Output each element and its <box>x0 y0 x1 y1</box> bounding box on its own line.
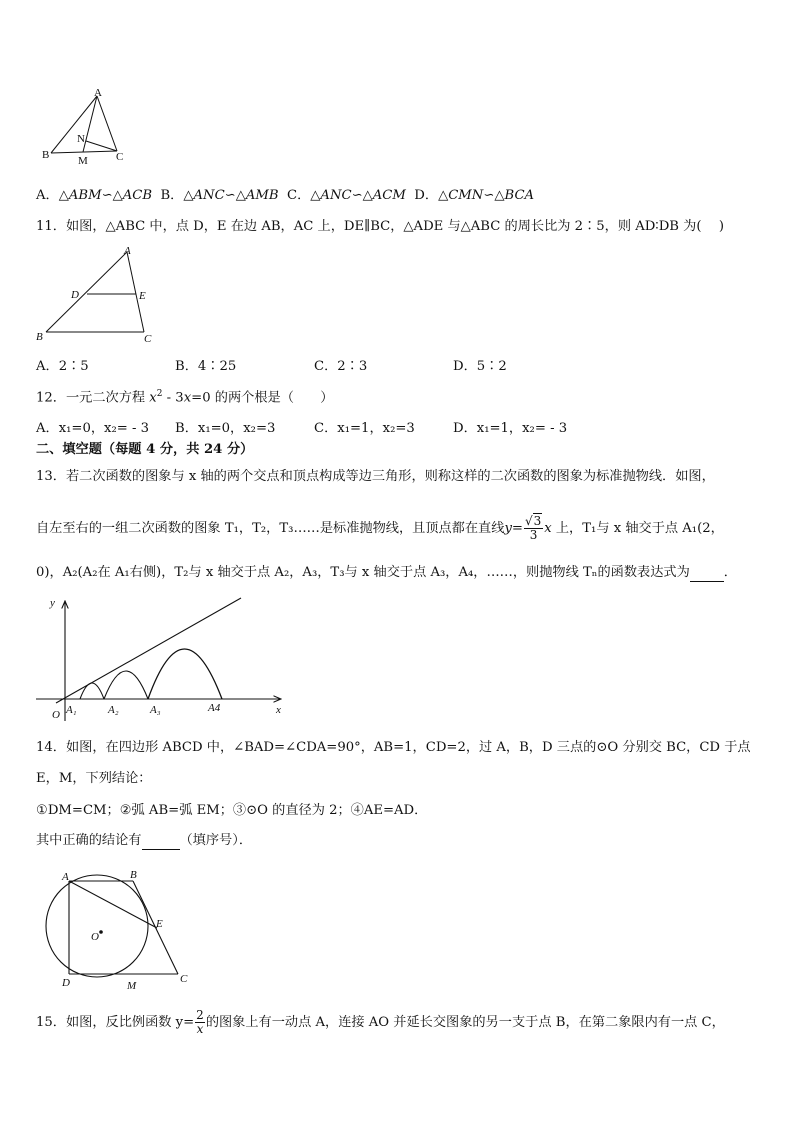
label-B: B <box>36 331 43 343</box>
q11-option-a[interactable]: A．2∶5 <box>36 359 89 374</box>
point-M-label: M <box>127 980 137 992</box>
point-A1-label: A₁ <box>66 704 77 716</box>
q14-line3: ①DM=CM；②弧 AB=弧 EM；③⊙O 的直径为 2；④AE=AD． <box>36 803 428 818</box>
point-A2-label: A₂ <box>108 704 119 716</box>
q10-option-d[interactable]: D．△CMN∽△BCA <box>414 188 535 203</box>
q14-line1: 14．如图，在四边形 ABCD 中，∠BAD=∠CDA=90°，AB=1，CD=2，过 A，B，D 三点的⊙O 分别交 BC，CD 于点 <box>36 740 751 755</box>
label-N: N <box>77 133 85 145</box>
q11-option-c[interactable]: C．2∶3 <box>314 359 368 374</box>
q10-option-b[interactable]: B．△ANC∽△AMB <box>160 188 279 203</box>
label-C: C <box>116 151 124 163</box>
label-A: A <box>124 245 131 257</box>
parabola-figure-q13 <box>36 591 296 723</box>
q12-option-a[interactable]: A．x₁=0，x₂= - 3 <box>36 421 150 436</box>
point-A3-label: A₃ <box>150 704 161 716</box>
section-title: 二、填空题（每题 4 分，共 24 分） <box>36 442 254 457</box>
q13-line3: 0)，A₂(A₂在 A₁右侧)，T₂与 x 轴交于点 A₂，A₃，T₃与 x 轴交于点 A₃，A₄，……，则抛物线 Tₙ的函数表达式为 ． <box>36 565 737 580</box>
q13-line2: 自左至右的一组二次函数的图象 T₁，T₂，T₃……是标准抛物线，且顶点都在直线y= $\frac{√3}{3}$ x 上，T₁与 x 轴交于点 A₁(2， <box>36 514 724 542</box>
answer-blank[interactable] <box>690 565 724 582</box>
q12-option-b[interactable]: B．x₁=0，x₂=3 <box>175 421 276 436</box>
q12-stem: 12．一元二次方程 $x^2 - 3x=0$ 的两个根是（ ） <box>36 389 334 406</box>
point-A4-label: A4 <box>208 702 221 714</box>
triangle-figure-q11 <box>36 246 161 346</box>
label-D: D <box>71 289 79 301</box>
fraction-sqrt3-over-3: $\frac{√3}{3}$ <box>524 514 542 542</box>
q12-option-c[interactable]: C．x₁=1，x₂=3 <box>314 421 415 436</box>
label-C: C <box>144 333 152 345</box>
label-E: E <box>139 290 146 302</box>
center-O-label: O <box>91 931 99 943</box>
q11-option-d[interactable]: D．5∶2 <box>453 359 507 374</box>
q10-option-c[interactable]: C．△ANC∽△ACM <box>287 188 406 203</box>
q10-option-a[interactable]: A．△ABM∽△ACB <box>36 188 153 203</box>
q13-line1: 13．若二次函数的图象与 x 轴的两个交点和顶点构成等边三角形，则称这样的二次函数的图象为标准抛物线．如图， <box>36 469 715 484</box>
q14-line2: E，M，下列结论： <box>36 771 152 786</box>
point-D-label: D <box>62 977 70 989</box>
q12-option-d[interactable]: D．x₁=1，x₂= - 3 <box>453 421 568 436</box>
point-B-label: B <box>130 869 137 881</box>
point-C-label: C <box>180 973 188 985</box>
point-E-label: E <box>156 918 163 930</box>
label-A: A <box>94 87 102 99</box>
triangle-figure-q10 <box>40 88 130 166</box>
q11-stem: 11．如图，△ABC 中，点 D，E 在边 AB，AC 上，DE∥BC，△ADE 与△ABC 的周长比为 2∶5，则 AD∶DB 为( ) <box>36 219 725 234</box>
q15-stem: 15．如图，反比例函数 y= $\frac{2}{x}$ 的图象上有一动点 A，连接 AO 并延长交图象的另一支于点 B，在第二象限内有一点 C， <box>36 1008 725 1036</box>
label-B: B <box>42 149 50 161</box>
circle-figure-q14 <box>38 866 198 992</box>
answer-blank[interactable] <box>142 833 180 850</box>
point-A-label: A <box>62 871 69 883</box>
axis-y-label: y <box>50 597 55 609</box>
q10-options <box>36 188 770 204</box>
origin-label: O <box>52 709 60 721</box>
q14-line4: 其中正确的结论有 （填序号）． <box>36 833 253 848</box>
axis-x-label: x <box>276 704 281 716</box>
label-M: M <box>78 155 88 167</box>
fraction-2-over-x: $\frac{2}{x}$ <box>196 1008 204 1036</box>
q11-option-b[interactable]: B．4∶25 <box>175 359 237 374</box>
